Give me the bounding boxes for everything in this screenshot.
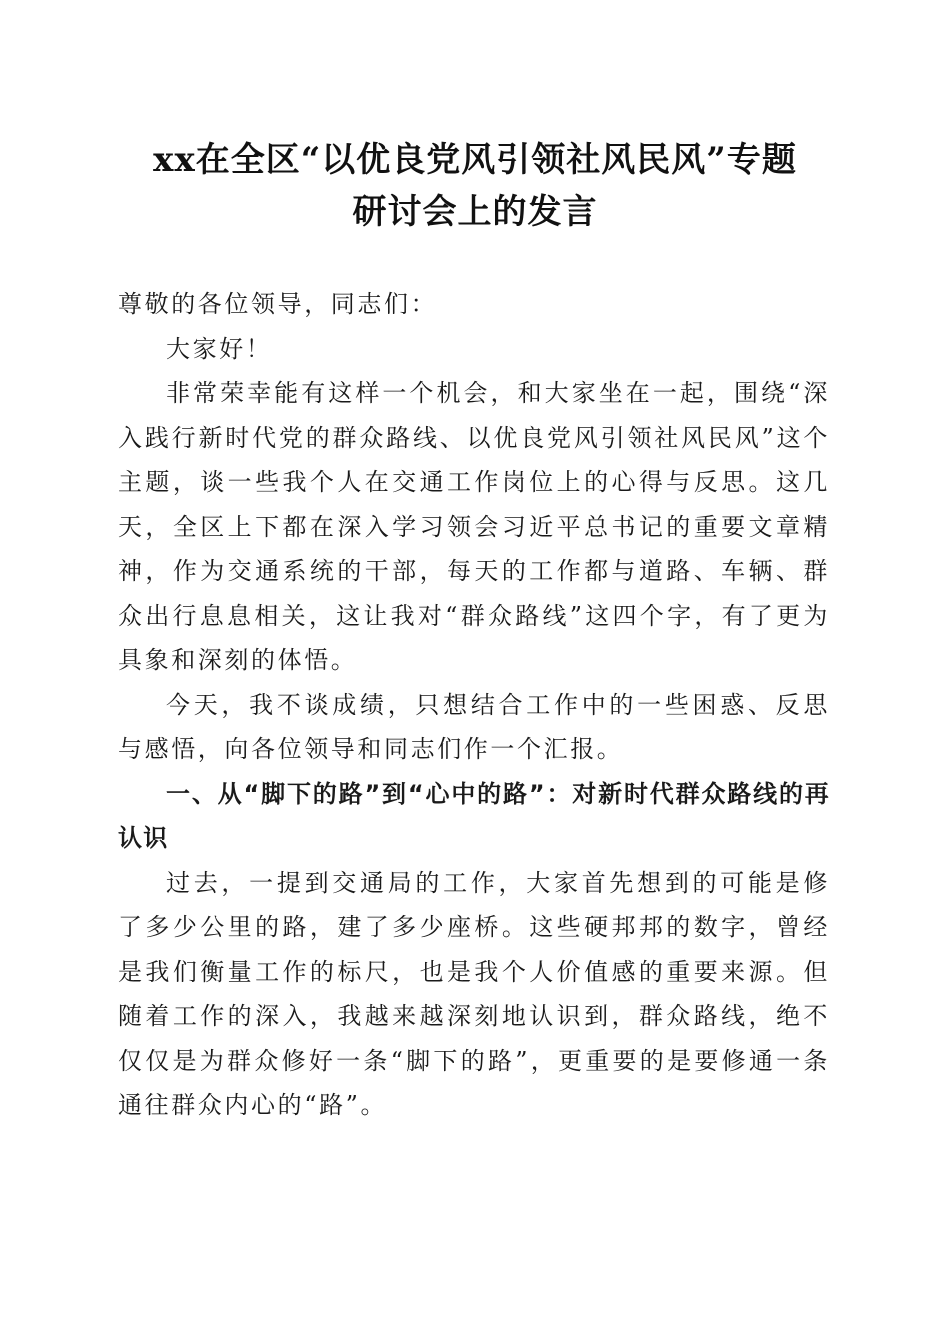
- section-heading: 一、从“脚下的路”到“心中的路”：对新时代群众路线的再认识: [118, 779, 830, 852]
- paragraph-purpose: 今天，我不谈成绩，只想结合工作中的一些困惑、反思与感悟，向各位领导和同志们作一个汇报。: [118, 690, 830, 763]
- paragraph-intro: 非常荣幸能有这样一个机会，和大家坐在一起，围绕“深入践行新时代党的群众路线、以优良党风引领社风民风”这个主题，谈一些我个人在交通工作岗位上的心得与反思。这几天，全区上下都在深入学习领会习近平总书记的重要文章精神，作为交通系统的干部，每天的工作都与道路、车辆、群众出行息息相关，这让我对“群众路线”这四个字，有了更为具象和深刻的体悟。: [118, 379, 830, 674]
- greeting: 大家好！: [166, 334, 273, 363]
- document-title: [90, 134, 860, 238]
- title-line-2: 研讨会上的发言: [352, 192, 598, 232]
- salutation: 尊敬的各位领导，同志们：: [118, 290, 438, 318]
- section-paragraph: 过去，一提到交通局的工作，大家首先想到的可能是修了多少公里的路，建了多少座桥。这些硬邦邦的数字，曾经是我们衡量工作的标尺，也是我个人价值感的重要来源。但随着工作的深入，我越来越深刻地认识到，群众路线，绝不仅仅是为群众修好一条“脚下的路”，更重要的是要修通一条通往群众内心的“路”。: [118, 868, 830, 1119]
- title-line-1: xx在全区“以优良党风引领社风民风”专题: [153, 140, 797, 180]
- document-body: [118, 282, 830, 1128]
